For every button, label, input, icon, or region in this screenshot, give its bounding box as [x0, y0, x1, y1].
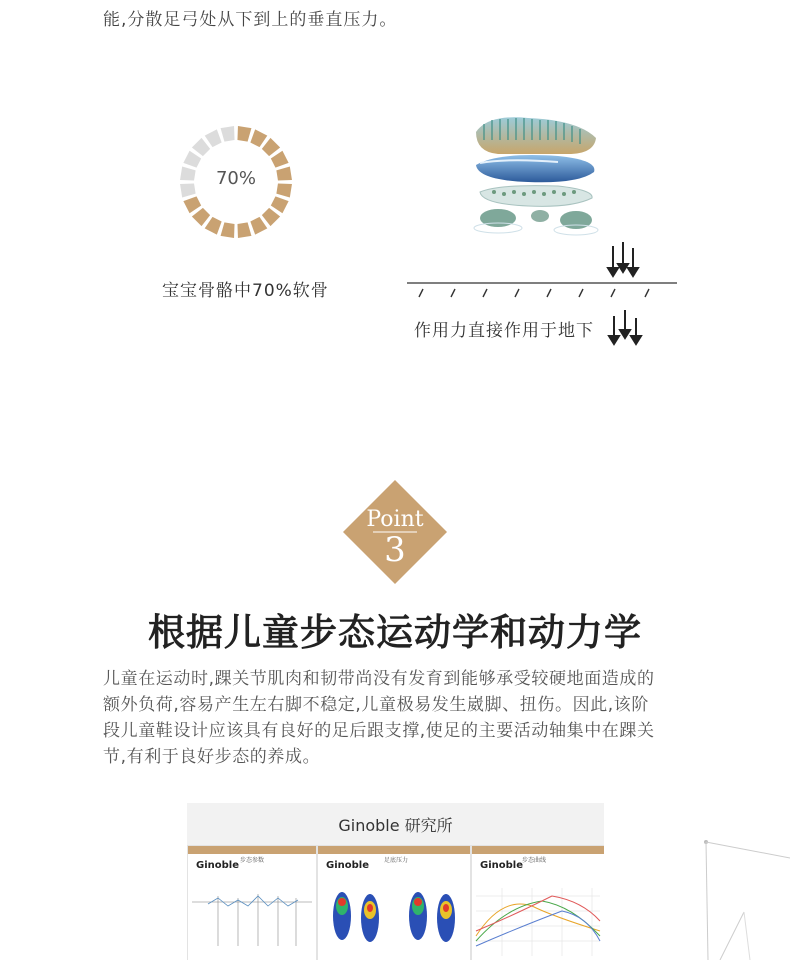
point-word: Point	[366, 507, 424, 532]
paragraph-line: 额外负荷,容易产生左右脚不稳定,儿童极易发生崴脚、扭伤。因此,该阶	[103, 695, 650, 715]
gait-table-graphic	[188, 876, 316, 960]
doc-brand: Ginoble	[480, 860, 523, 871]
ring-segment-filled	[271, 196, 289, 213]
ring-segment-filled	[250, 217, 267, 235]
gait-report-document	[187, 845, 317, 960]
point-number: 3	[384, 530, 406, 570]
ring-segment-filled	[237, 126, 251, 142]
paragraph-line: 段儿童鞋设计应该具有良好的足后跟支撑,使足的主要活动轴集中在踝关	[103, 721, 655, 741]
foot-pressure-graphic	[318, 876, 470, 960]
paragraph-line: 儿童在运动时,踝关节肌肉和韧带尚没有发育到能够承受较硬地面造成的	[103, 669, 655, 689]
ground-line-illustration	[407, 282, 677, 302]
lab-title: Ginoble 研究所	[338, 816, 453, 835]
insole-layers-illustration	[468, 110, 603, 245]
gait-curve-document	[471, 845, 604, 960]
ring-segment-filled	[192, 208, 210, 226]
doc-header: 足底压力	[384, 857, 409, 864]
ring-segment-filled	[205, 217, 222, 235]
doc-header: 步态曲线	[522, 857, 547, 864]
ring-segment-filled	[250, 129, 267, 147]
cartilage-percent-label: 70%	[215, 168, 256, 189]
ring-segment-filled	[221, 222, 235, 238]
ring-segment-empty	[183, 151, 201, 168]
decorative-lines	[690, 830, 790, 960]
intro-text: 能,分散足弓处从下到上的垂直压力。	[103, 10, 398, 30]
lab-report-panel	[187, 803, 604, 960]
doc-brand: Ginoble	[326, 860, 369, 871]
force-arrows-icon	[603, 240, 643, 280]
ring-segment-empty	[221, 126, 235, 142]
ring-segment-filled	[183, 196, 201, 213]
force-arrows-down-icon	[606, 308, 646, 348]
ring-segment-filled	[262, 208, 280, 226]
ring-segment-filled	[271, 151, 289, 168]
pressure-report-document	[317, 845, 471, 960]
gait-curve-graphic	[472, 876, 604, 960]
section-paragraph	[103, 666, 693, 770]
ring-segment-filled	[262, 138, 280, 156]
ring-segment-empty	[192, 138, 210, 156]
ring-segment-empty	[205, 129, 222, 147]
paragraph-line: 节,有利于良好步态的养成。	[103, 747, 321, 767]
doc-brand: Ginoble	[196, 860, 239, 871]
section-heading: 根据儿童步态运动学和动力学	[148, 611, 642, 654]
force-caption: 作用力直接作用于地下	[414, 321, 594, 341]
cartilage-caption: 宝宝骨骼中70%软骨	[162, 281, 329, 301]
doc-header: 步态参数	[240, 857, 265, 864]
ring-segment-filled	[237, 222, 251, 238]
